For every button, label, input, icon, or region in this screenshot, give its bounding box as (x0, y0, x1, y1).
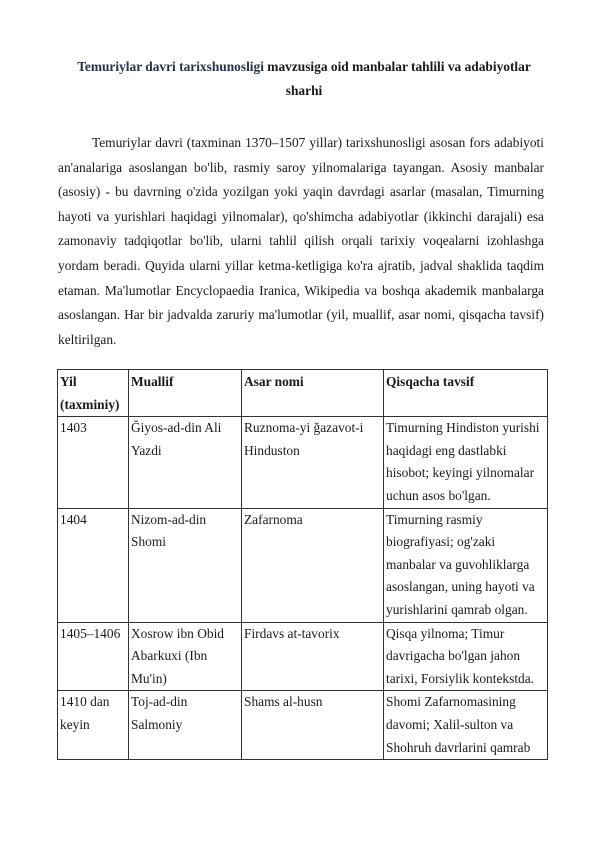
cell-description: Shomi Zafarnomasining davomi; Xalil-sulton va Shohruh davrlarini qamrab (384, 691, 548, 760)
table-header-row (58, 370, 548, 417)
header-description: Qisqacha tavsif (384, 370, 548, 417)
title-line-1 (56, 55, 552, 79)
document-title (56, 55, 552, 103)
header-year: Yil (taxminiy) (58, 370, 129, 417)
table-row (58, 622, 548, 691)
table-row (58, 691, 548, 760)
table-row (58, 508, 548, 622)
title-line-2: sharhi (285, 83, 323, 98)
cell-year: 1404 (58, 508, 129, 622)
cell-author: Xosrow ibn Obid Abarkuxi (Ibn Mu'in) (129, 622, 242, 691)
sources-table (57, 369, 548, 760)
header-work: Asar nomi (242, 370, 384, 417)
cell-year: 1405–1406 (58, 622, 129, 691)
cell-work: Ruznoma-yi ğazavot-i Hinduston (242, 417, 384, 508)
cell-work: Shams al-husn (242, 691, 384, 760)
cell-year: 1403 (58, 417, 129, 508)
cell-author: Nizom-ad-din Shomi (129, 508, 242, 622)
cell-work: Firdavs at-tavorix (242, 622, 384, 691)
cell-author: Toj-ad-din Salmoniy (129, 691, 242, 760)
cell-year: 1410 dan keyin (58, 691, 129, 760)
cell-description: Timurning Hindiston yurishi haqidagi eng dastlabki hisobot; keyingi yilnomalar uchun asos bo'lgan. (384, 417, 548, 508)
cell-description: Qisqa yilnoma; Timur davrigacha bo'lgan jahon tarixi, Forsiylik kontekstda. (384, 622, 548, 691)
header-author: Muallif (129, 370, 242, 417)
title-rest: mavzusiga oid manbalar tahlili va adabiyotlar (263, 59, 531, 74)
cell-description: Timurning rasmiy biografiyasi; og'zaki manbalar va guvohliklarga asoslangan, uning hayoti va yurishlarini qamrab olgan. (384, 508, 548, 622)
cell-work: Zafarnoma (242, 508, 384, 622)
intro-paragraph: Temuriylar davri (taxminan 1370–1507 yillar) tarixshunosligi asosan fors adabiyoti an'analariga asoslangan bo'lib, rasmiy saroy yilnomalariga tayangan. Asosiy manbalar (asosiy) - bu davrning o'zida yozilgan yoki yaqin davrdagi asarlar (masalan, Timurning hayoti va yurishlari haqidagi yilnomalar), qo'shimcha adabiyotlar (ikkinchi darajali) esa zamonaviy tadqiqotlar bo'lib, ularni tahlil qilish orqali tarixiy voqealarni izohlashga yordam beradi. Quyida ularni yillar ketma-ketligiga ko'ra ajratib, jadval shaklida taqdim etaman. Ma'lumotlar Encyclopaedia Iranica, Wikipedia va boshqa akademik manbalarga asoslangan. Har bir jadvalda zaruriy ma'lumotlar (yil, muallif, asar nomi, qisqacha tavsif) keltirilgan. (58, 135, 544, 347)
table-row (58, 417, 548, 508)
title-topic: Temuriylar davri tarixshunosligi (77, 59, 264, 74)
cell-author: Ğiyos-ad-din Ali Yazdi (129, 417, 242, 508)
